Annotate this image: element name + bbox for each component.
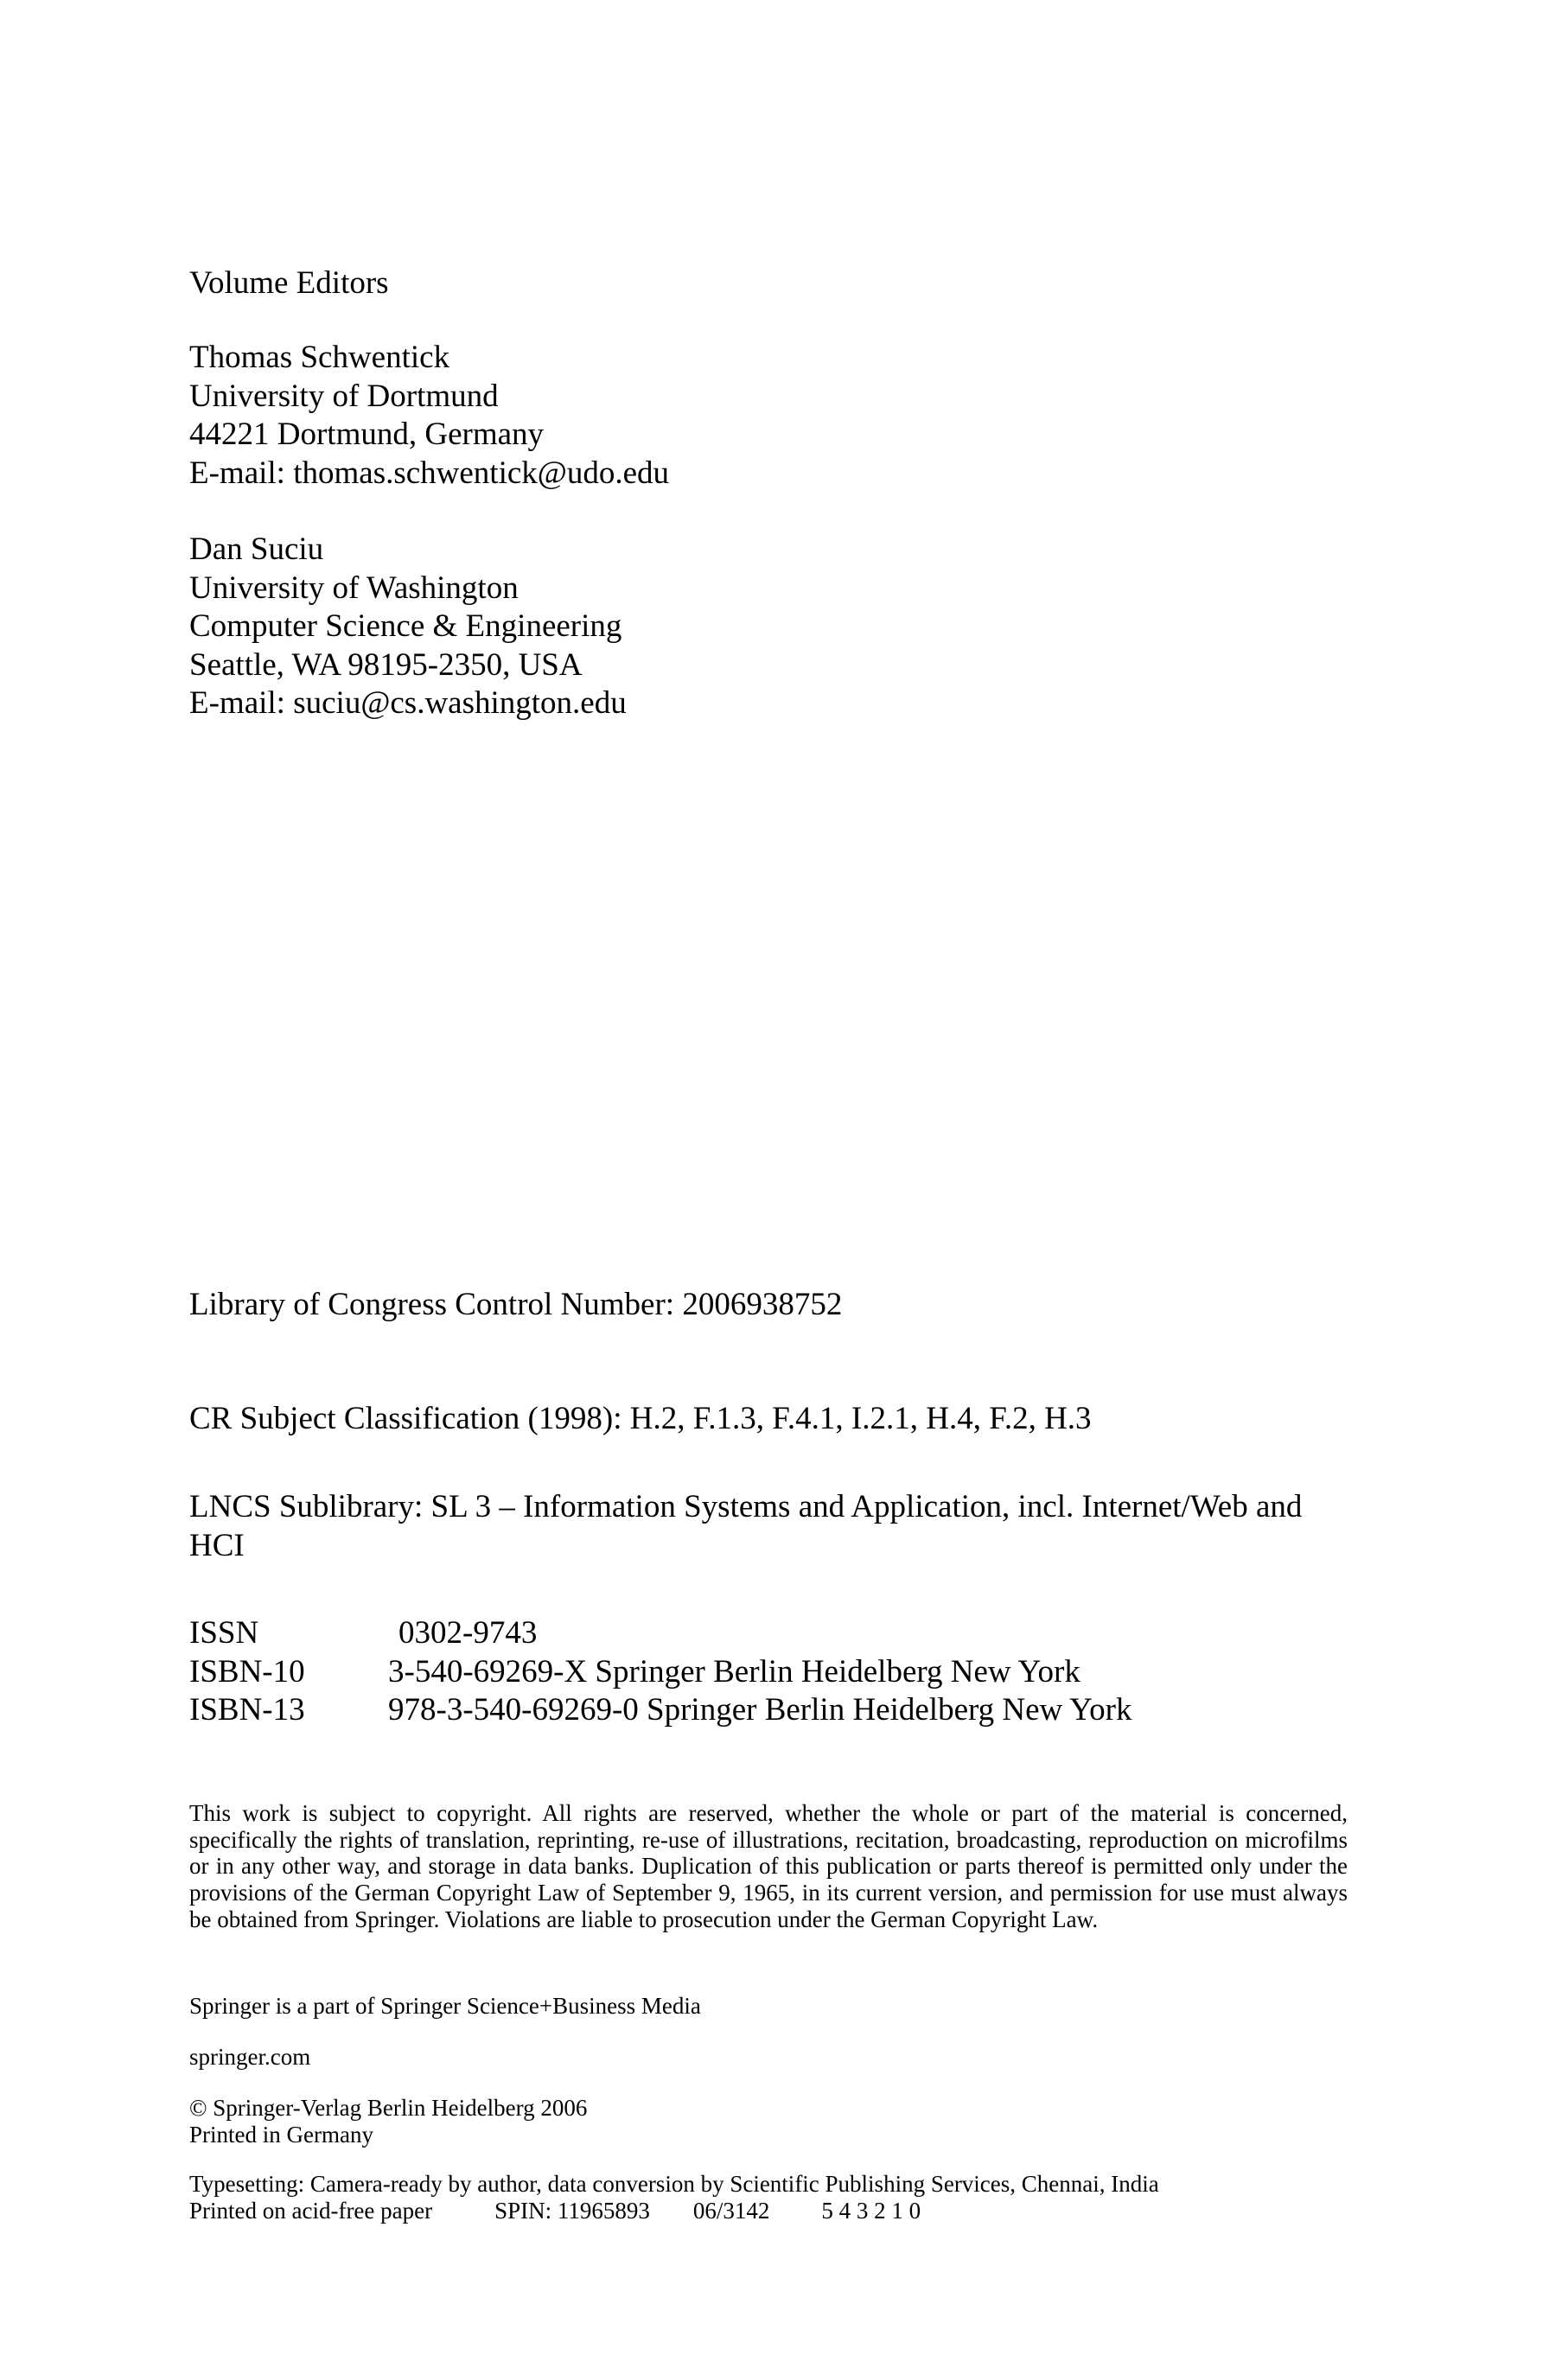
editor-affiliation-line: University of Dortmund: [189, 378, 499, 414]
identifier-row: [189, 1691, 1348, 1730]
printed-in: Printed in Germany: [189, 2121, 373, 2148]
print-run: 5 4 3 2 1 0: [821, 2197, 921, 2224]
typesetting-text: Typesetting: Camera-ready by author, data conversion by Scientific Publishing Services, Chennai, India: [189, 2171, 1159, 2197]
website: [189, 2044, 1348, 2071]
editor-affiliation-line: University of Washington: [189, 570, 519, 606]
identifier-row: [189, 1614, 1348, 1653]
cr-classification-text: CR Subject Classification (1998): H.2, F.1.3, F.4.1, I.2.1, H.4, F.2, H.3: [189, 1401, 1092, 1436]
identifier-value: 0302-9743: [398, 1615, 538, 1651]
editor-block-1: [189, 339, 1348, 493]
typesetting-block: [189, 2171, 1348, 2224]
lccn-text: Library of Congress Control Number: 2006938752: [189, 1287, 843, 1322]
website-text: springer.com: [189, 2044, 311, 2070]
identifier-label: ISBN-13: [189, 1692, 305, 1728]
identifier-value: 3-540-69269-X Springer Berlin Heidelberg New York: [388, 1653, 1080, 1690]
editor-name: Thomas Schwentick: [189, 340, 450, 375]
identifier-label: ISSN: [189, 1615, 259, 1651]
cr-classification-block: [189, 1400, 1348, 1439]
lncs-sublibrary-text: LNCS Sublibrary: SL 3 – Information Systems and Application, incl. Internet/Web and HCI: [189, 1489, 1303, 1563]
identifier-value: 978-3-540-69269-0 Springer Berlin Heidelberg New York: [388, 1692, 1132, 1728]
editor-block-2: [189, 531, 1348, 723]
media-line: [189, 1993, 1348, 2020]
identifier-label: ISBN-10: [189, 1653, 305, 1690]
editor-affiliation-line: Seattle, WA 98195-2350, USA: [189, 646, 583, 683]
editor-email: E-mail: suciu@cs.washington.edu: [189, 685, 627, 721]
copyright-line: © Springer-Verlag Berlin Heidelberg 2006: [189, 2095, 588, 2121]
lncs-sublibrary-block: [189, 1488, 1348, 1565]
print-code: 06/3142: [692, 2197, 770, 2224]
copyright-notice: [189, 1800, 1348, 1933]
editor-affiliation-line: Computer Science & Engineering: [189, 608, 622, 644]
editors-heading: [189, 264, 1348, 303]
lccn-block: [189, 1286, 1348, 1325]
spin-number: SPIN: 11965893: [494, 2197, 650, 2224]
editor-email: E-mail: thomas.schwentick@udo.edu: [189, 455, 670, 491]
editors-heading-text: Volume Editors: [189, 265, 389, 301]
media-line-text: Springer is a part of Springer Science+Business Media: [189, 1993, 701, 2019]
identifiers-table: [189, 1614, 1348, 1730]
identifier-row: [189, 1653, 1348, 1692]
printing-line: [189, 2198, 1348, 2224]
editor-affiliation-line: 44221 Dortmund, Germany: [189, 417, 545, 452]
paper-note: Printed on acid-free paper: [189, 2197, 433, 2224]
editor-name: Dan Suciu: [189, 531, 324, 567]
copyright-notice-text: This work is subject to copyright. All rights are reserved, whether the whole or part of the material is concerned, specifically the rights of translation, reprinting, re-use of illustrations, recitation, broadcasting, reproduction on microfilms or in any other way, and storage in data banks. Duplication of this publication or parts thereof is permitted only under the provisions of the German Copyright Law of September 9, 1965, in its current version, and permission for use must always be obtained from Springer. Violations are liable to prosecution under the German Copyright Law.: [189, 1800, 1348, 1932]
copyright-holder-block: [189, 2095, 1348, 2148]
